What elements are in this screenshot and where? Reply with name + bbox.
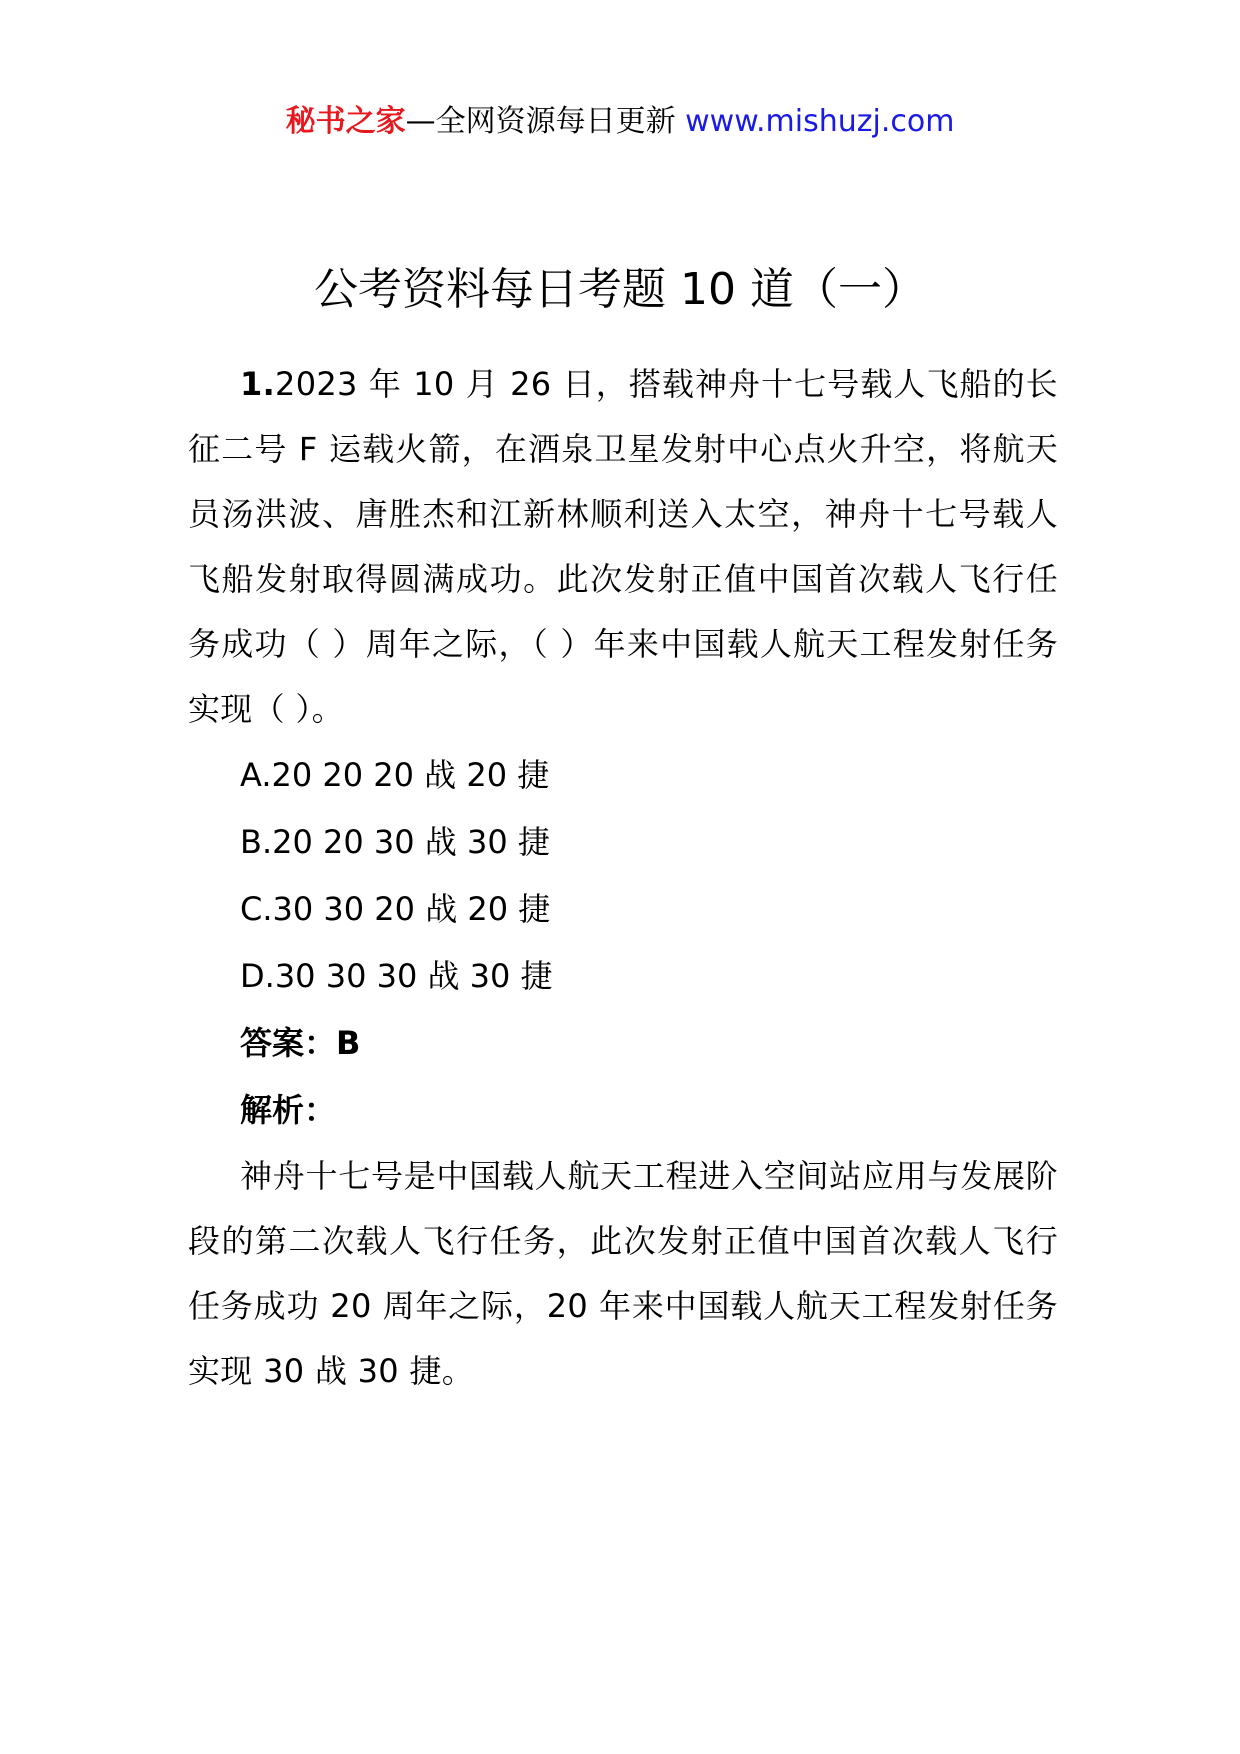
option-b: B.20 20 30 战 30 捷	[240, 823, 550, 861]
website-link[interactable]: www.mishuzj.com	[685, 104, 955, 139]
analysis-text: 神舟十七号是中国载人航天工程进入空间站应用与发展阶段的第二次载人飞行任务，此次发射正值中国首次载人飞行任务成功 20 周年之际，20 年来中国载人航天工程发射任务实现 30 战 30 捷。	[188, 1157, 1058, 1390]
document-body	[188, 352, 1058, 1404]
brand-name: 秘书之家	[285, 104, 406, 139]
option-c: C.30 30 20 战 20 捷	[240, 890, 551, 928]
option-d: D.30 30 30 战 30 捷	[240, 957, 553, 995]
option-a: A.20 20 20 战 20 捷	[240, 756, 550, 794]
question-text: 2023 年 10 月 26 日，搭载神舟十七号载人飞船的长征二号 F 运载火箭，在酒泉卫星发射中心点火升空，将航天员汤洪波、唐胜杰和江新林顺利送入太空，神舟十七号载人飞船发射取得圆满成功。此次发射正值中国首次载人飞行任务成功（ ）周年之际，（ ）年来中国载人航天工程发射任务实现（ ）。	[188, 365, 1058, 728]
answer-line: 答案：B	[240, 1024, 361, 1062]
question-number: 1.	[240, 365, 276, 403]
question-stem	[188, 352, 1058, 742]
document-title: 公考资料每日考题 10 道（一）	[314, 264, 926, 315]
page-header	[0, 102, 1240, 142]
analysis-label: 解析：	[240, 1091, 337, 1129]
header-slogan: —全网资源每日更新	[405, 104, 676, 139]
